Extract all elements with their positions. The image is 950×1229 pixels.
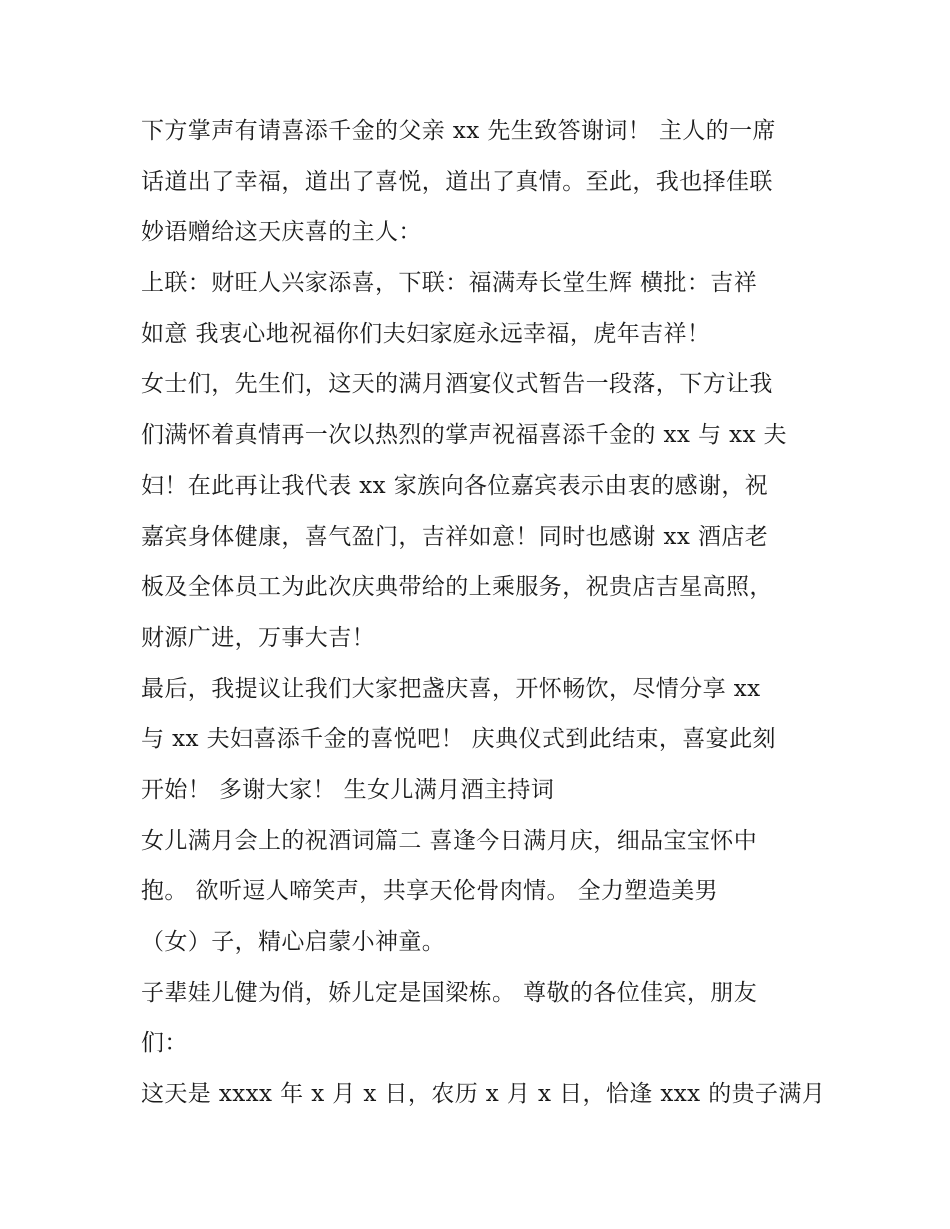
text-line: 这天是 xxxx 年 x 月 x 日，农历 x 月 x 日，恰逢 xxx 的贵子满月 — [141, 1081, 826, 1108]
text-line: 子辈娃儿健为俏，娇儿定是国梁栋。 尊敬的各位佳宾，朋友 — [141, 979, 758, 1006]
text-line: 妇！在此再让我代表 xx 家族向各位嘉宾表示由衷的感谢，祝 — [141, 472, 769, 499]
text-line: 开始！ 多谢大家！ 生女儿满月酒主持词 — [141, 776, 555, 803]
text-line: 话道出了幸福，道出了喜悦，道出了真情。至此，我也择佳联 — [141, 168, 773, 195]
text-line: 女士们，先生们，这天的满月酒宴仪式暂告一段落，下方让我 — [141, 371, 773, 398]
text-line: （女）子，精心启蒙小神童。 — [141, 929, 446, 955]
text-line: 们： — [141, 1030, 188, 1057]
document-body — [141, 106, 826, 1120]
text-line: 妙语赠给这天庆喜的主人： — [141, 219, 422, 246]
text-line: 女儿满月会上的祝酒词篇二 喜逢今日满月庆，细品宝宝怀中 — [141, 827, 758, 854]
text-line: 嘉宾身体健康，喜气盈门，吉祥如意！同时也感谢 xx 酒店老 — [141, 523, 769, 550]
text-line: 财源广进，万事大吉！ — [141, 624, 375, 651]
text-line: 如意 我衷心地祝福你们夫妇家庭永远幸福，虎年吉祥！ — [141, 320, 711, 347]
text-line: 上联：财旺人兴家添喜，下联：福满寿长堂生辉 横批：吉祥 — [141, 270, 758, 297]
text-line: 与 xx 夫妇喜添千金的喜悦吧！ 庆典仪式到此结束，喜宴此刻 — [141, 726, 776, 753]
text-line: 们满怀着真情再一次以热烈的掌声祝福喜添千金的 xx 与 xx 夫 — [141, 422, 787, 449]
text-line: 最后，我提议让我们大家把盏庆喜，开怀畅饮，尽情分享 xx — [141, 675, 761, 702]
text-line: 下方掌声有请喜添千金的父亲 xx 先生致答谢词！ 主人的一席 — [141, 118, 776, 144]
text-line: 抱。 欲听逗人啼笑声，共享天伦骨肉情。 全力塑造美男 — [141, 878, 719, 905]
text-line: 板及全体员工为此次庆典带给的上乘服务，祝贵店吉星高照， — [141, 574, 773, 601]
